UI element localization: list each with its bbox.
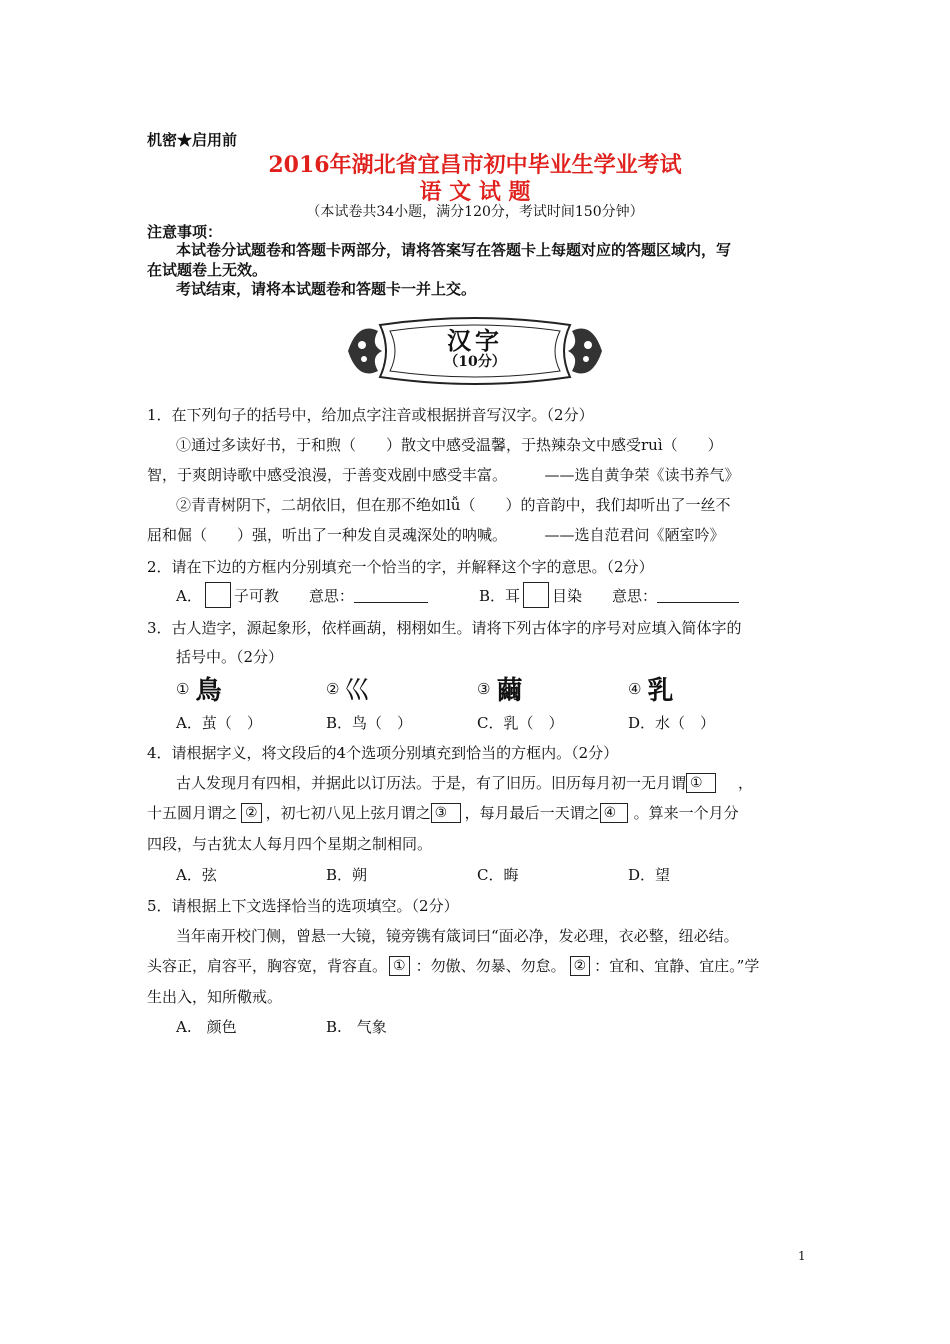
q1-sentence-2b: 屈和倔（ ）强，听出了一种发自灵魂深处的呐喊。 ——选自范君问《陋室吟》 [147,526,725,544]
q5-paragraph-line-2 [147,955,759,976]
q4-blank-2[interactable]: ② [241,803,262,823]
q5-paragraph-line-1: 当年南开校门侧，曾悬一大镜，镜旁镌有箴词曰“面必净，发必理，衣必整，纽必结。 [176,927,739,945]
q4-paragraph-line-1 [176,772,753,793]
q3-glyph-1: 鳥 [195,676,222,706]
q4-blank-3[interactable]: ③ [431,803,461,823]
q1-stem: 1．在下列句子的括号中，给加点字注音或根据拼音写汉字。（2分） [147,406,594,424]
q4-comma: ， [738,774,754,792]
banner-score: （10分） [444,354,506,370]
q3-number-4: ④ [628,679,642,698]
q3-option-c: C．乳（ ） [477,714,564,732]
q2-a-label: A． [176,586,202,605]
q4-text-2d: 。算来一个月分 [633,804,739,822]
q4-blank-4[interactable]: ④ [600,803,628,823]
q3-ancient-char-4 [628,670,673,707]
q1-sentence-1a: ①通过多读好书，于和煦（ ）散文中感受温馨，于热辣杂文中感受ruì（ ） [176,436,723,454]
q2-option-b [479,582,739,608]
exam-info: （本试卷共34小题，满分120分，考试时间150分钟） [306,204,644,220]
q4-text-2c: ，每月最后一天谓之 [464,804,600,822]
banner-title: 汉字 [447,326,503,355]
q3-ancient-char-1 [176,670,221,707]
q2-a-text: 子可教 意思： [233,586,354,605]
q3-number-3: ③ [477,679,491,698]
q5-text-2a: 头容正，肩容平，胸容宽，背容直。 [147,957,388,975]
q2-option-a [176,582,428,608]
q3-glyph-3: 繭 [496,676,523,706]
q3-option-d: D．水（ ） [628,714,716,732]
q3-option-b: B．鸟（ ） [326,714,413,732]
q3-number-1: ① [176,679,190,698]
q4-option-a: A．弦 [176,866,217,884]
q2-stem: 2．请在下边的方框内分别填充一个恰当的字，并解释这个字的意思。（2分） [147,558,654,576]
q3-ancient-char-3 [477,670,522,707]
q3-stem-2: 括号中。（2分） [176,648,284,666]
exam-title: 2016年湖北省宜昌市初中毕业生学业考试 [268,152,682,178]
q2-b-label: B．耳 [479,586,521,605]
notice-line-3: 考试结束，请将本试题卷和答题卡一并上交。 [176,280,477,298]
q2-b-blank-box[interactable] [523,582,549,608]
q5-paragraph-line-3: 生出入，知所儆戒。 [147,988,283,1006]
q3-glyph-2: 巛 [343,676,370,706]
notice-line-1: 本试卷分试题卷和答题卡两部分，请将答案写在答题卡上每题对应的答题区域内，写 [176,241,732,259]
q4-text-2a: 十五圆月谓之 [147,804,238,822]
notice-line-2: 在试题卷上无效。 [147,261,268,279]
q5-text-2b: ：勿傲、勿暴、勿怠。 [415,957,566,975]
q4-paragraph-line-2 [147,802,739,823]
q4-stem: 4．请根据字义，将文段后的4个选项分别填充到恰当的方框内。（2分） [147,744,619,762]
q1-sentence-2a: ②青青树阴下，二胡依旧，但在那不绝如lǚ（ ）的音韵中，我们却听出了一丝不 [176,496,731,514]
q4-paragraph-line-3: 四段，与古犹太人每月四个星期之制相同。 [147,835,433,853]
q3-number-2: ② [326,679,340,698]
q3-option-a: A．茧（ ） [176,714,262,732]
q2-b-text: 目染 意思： [552,586,658,605]
q4-text-1: 古人发现月有四相，并据此以订历法。于是，有了旧历。旧历每月初一无月谓 [176,774,687,792]
q1-sentence-1b: 智，于爽朗诗歌中感受浪漫，于善变戏剧中感受丰富。 ——选自黄争荣《读书养气》 [147,466,740,484]
secret-label: 机密★启用前 [147,131,238,149]
q3-glyph-4: 乳 [647,676,674,706]
exam-subject: 语 文 试 题 [419,179,531,205]
q4-text-2b: ，初七初八见上弦月谓之 [265,804,431,822]
q2-b-meaning-line[interactable] [657,588,739,603]
q5-option-b: B. 气象 [326,1018,387,1036]
q3-ancient-char-2 [326,670,369,707]
q5-blank-1[interactable]: ① [389,956,410,976]
q4-option-b: B．朔 [326,866,368,884]
q5-blank-2[interactable]: ② [570,956,591,976]
q5-text-2c: ：宜和、宜静、宜庄。”学 [594,957,760,975]
q5-option-a: A. 颜色 [176,1018,237,1036]
q4-option-c: C．晦 [477,866,519,884]
q3-stem-1: 3．古人造字，源起象形，依样画葫，栩栩如生。请将下列古体字的序号对应填入简体字的 [147,619,742,637]
q2-a-meaning-line[interactable] [354,588,428,603]
q4-option-d: D．望 [628,866,671,884]
notice-heading: 注意事项： [147,223,223,241]
page-number: 1 [798,1249,806,1263]
q4-blank-1[interactable]: ① [686,773,716,793]
q2-a-blank-box[interactable] [205,582,231,608]
q5-stem: 5．请根据上下文选择恰当的选项填空。（2分） [147,897,459,915]
